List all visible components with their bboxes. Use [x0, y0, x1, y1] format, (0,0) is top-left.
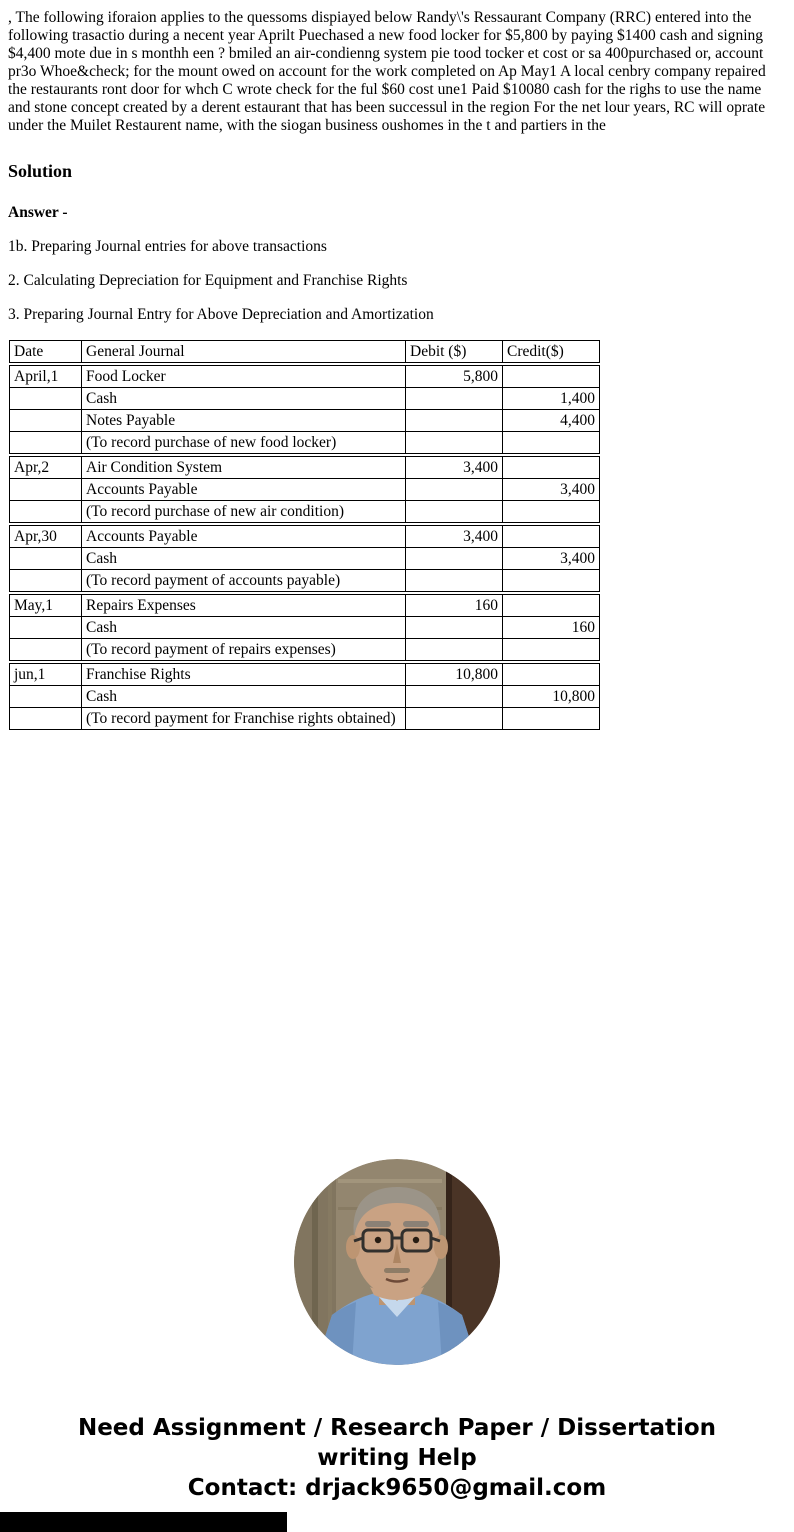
- cell-credit: [503, 570, 600, 592]
- cell-account: (To record purchase of new air condition): [82, 501, 406, 523]
- cell-debit: [406, 410, 503, 432]
- journal-group-1: [9, 365, 600, 454]
- cell-debit: 3,400: [406, 457, 503, 479]
- cell-debit: [406, 548, 503, 570]
- cell-account: (To record payment of accounts payable): [82, 570, 406, 592]
- cell-account: Repairs Expenses: [82, 595, 406, 617]
- col-header-general-journal: General Journal: [82, 341, 406, 363]
- step-1: 1b. Preparing Journal entries for above transactions: [8, 238, 327, 255]
- cell-debit: [406, 686, 503, 708]
- cell-debit: 5,800: [406, 366, 503, 388]
- table-row: [10, 457, 600, 479]
- cell-date: [10, 686, 82, 708]
- cell-date: [10, 570, 82, 592]
- table-row: [10, 570, 600, 592]
- table-row: [10, 548, 600, 570]
- cell-date: [10, 432, 82, 454]
- cell-account: Franchise Rights: [82, 664, 406, 686]
- cell-account: Cash: [82, 617, 406, 639]
- cell-date: [10, 410, 82, 432]
- cell-credit: 3,400: [503, 548, 600, 570]
- cell-account: Cash: [82, 388, 406, 410]
- cell-debit: [406, 388, 503, 410]
- table-row: [10, 708, 600, 730]
- tutor-photo: [294, 1159, 500, 1365]
- step-3: 3. Preparing Journal Entry for Above Depreciation and Amortization: [8, 306, 434, 323]
- col-header-date: Date: [10, 341, 82, 363]
- cell-credit: [503, 664, 600, 686]
- cell-credit: 3,400: [503, 479, 600, 501]
- cell-credit: 10,800: [503, 686, 600, 708]
- cell-account: (To record payment of repairs expenses): [82, 639, 406, 661]
- table-row: [10, 366, 600, 388]
- table-row: [10, 526, 600, 548]
- table-row: [10, 595, 600, 617]
- journal-header: [9, 340, 600, 363]
- cell-account: Notes Payable: [82, 410, 406, 432]
- step-2: 2. Calculating Depreciation for Equipment and Franchise Rights: [8, 272, 408, 289]
- cell-debit: [406, 639, 503, 661]
- cell-account: Air Condition System: [82, 457, 406, 479]
- bottom-black-bar: [0, 1512, 287, 1532]
- cell-date: [10, 388, 82, 410]
- cell-date: [10, 479, 82, 501]
- cell-credit: 1,400: [503, 388, 600, 410]
- cell-date: jun,1: [10, 664, 82, 686]
- cell-credit: [503, 457, 600, 479]
- solution-heading: Solution: [8, 161, 73, 181]
- footer-contact-email: Contact: drjack9650@gmail.com: [187, 1475, 607, 1501]
- person-portrait-icon: [294, 1159, 500, 1365]
- cell-account: Food Locker: [82, 366, 406, 388]
- cell-credit: [503, 432, 600, 454]
- cell-debit: 10,800: [406, 664, 503, 686]
- table-row: [10, 432, 600, 454]
- cell-credit: [503, 526, 600, 548]
- cell-debit: 3,400: [406, 526, 503, 548]
- answer-label: Answer -: [8, 204, 68, 221]
- cell-date: [10, 639, 82, 661]
- col-header-credit: Credit($): [503, 341, 600, 363]
- cell-date: [10, 501, 82, 523]
- cell-debit: [406, 570, 503, 592]
- intro-paragraph: , The following iforaion applies to the quessoms dispiayed below Randy\'s Ressaurant Company (RRC) entered into the following trasactio during a necent year Aprilt Puechased a new food locker for $5,800 by paying $1400 cash and signing $4,400 mote due in s monthh een ? bmiled an air-condienng system pie tood tocker et cost or sa 400purchased or, account pr3o Whoe&check; for the mount owed on account for the work completed on Ap May1 A local cenbry company repaired the restaurants ront door for whch C wrote check for the ful $60 cost une1 Paid $10080 cash for the righs to use the name and stone concept created by a derent estaurant that has been successul in the region For the net lour years, RC will oprate under the Muilet Restaurent name, with the siogan business oushomes in the t and partiers in the: [8, 9, 766, 134]
- cell-date: May,1: [10, 595, 82, 617]
- cell-credit: [503, 366, 600, 388]
- cell-credit: 160: [503, 617, 600, 639]
- cell-account: (To record purchase of new food locker): [82, 432, 406, 454]
- cell-date: Apr,30: [10, 526, 82, 548]
- journal-group-3: [9, 525, 600, 592]
- journal-group-4: [9, 594, 600, 661]
- cell-date: [10, 708, 82, 730]
- cell-debit: [406, 708, 503, 730]
- cell-credit: 4,400: [503, 410, 600, 432]
- journal-group-5: [9, 663, 600, 730]
- cell-credit: [503, 501, 600, 523]
- cell-account: (To record payment for Franchise rights obtained): [82, 708, 406, 730]
- document-page: [0, 9, 794, 1501]
- footer-help-text: [0, 1413, 794, 1503]
- journal-table: [9, 340, 599, 730]
- cell-date: April,1: [10, 366, 82, 388]
- cell-date: [10, 548, 82, 570]
- cell-debit: [406, 501, 503, 523]
- table-row: [10, 388, 600, 410]
- table-row: [10, 639, 600, 661]
- cell-date: [10, 617, 82, 639]
- cell-date: Apr,2: [10, 457, 82, 479]
- table-row: [10, 686, 600, 708]
- table-row: [10, 501, 600, 523]
- table-row: [10, 410, 600, 432]
- table-row: [10, 664, 600, 686]
- footer-line-1: Need Assignment / Research Paper / Dissertation: [77, 1415, 717, 1441]
- col-header-debit: Debit ($): [406, 341, 503, 363]
- journal-group-2: [9, 456, 600, 523]
- table-row: [10, 617, 600, 639]
- cell-debit: [406, 617, 503, 639]
- table-row: [10, 479, 600, 501]
- cell-debit: 160: [406, 595, 503, 617]
- cell-credit: [503, 639, 600, 661]
- table-header-row: [10, 341, 600, 363]
- cell-credit: [503, 595, 600, 617]
- cell-debit: [406, 432, 503, 454]
- cell-account: Accounts Payable: [82, 479, 406, 501]
- cell-account: Cash: [82, 686, 406, 708]
- cell-credit: [503, 708, 600, 730]
- footer-line-2: writing Help: [317, 1445, 477, 1471]
- cell-account: Accounts Payable: [82, 526, 406, 548]
- cell-debit: [406, 479, 503, 501]
- cell-account: Cash: [82, 548, 406, 570]
